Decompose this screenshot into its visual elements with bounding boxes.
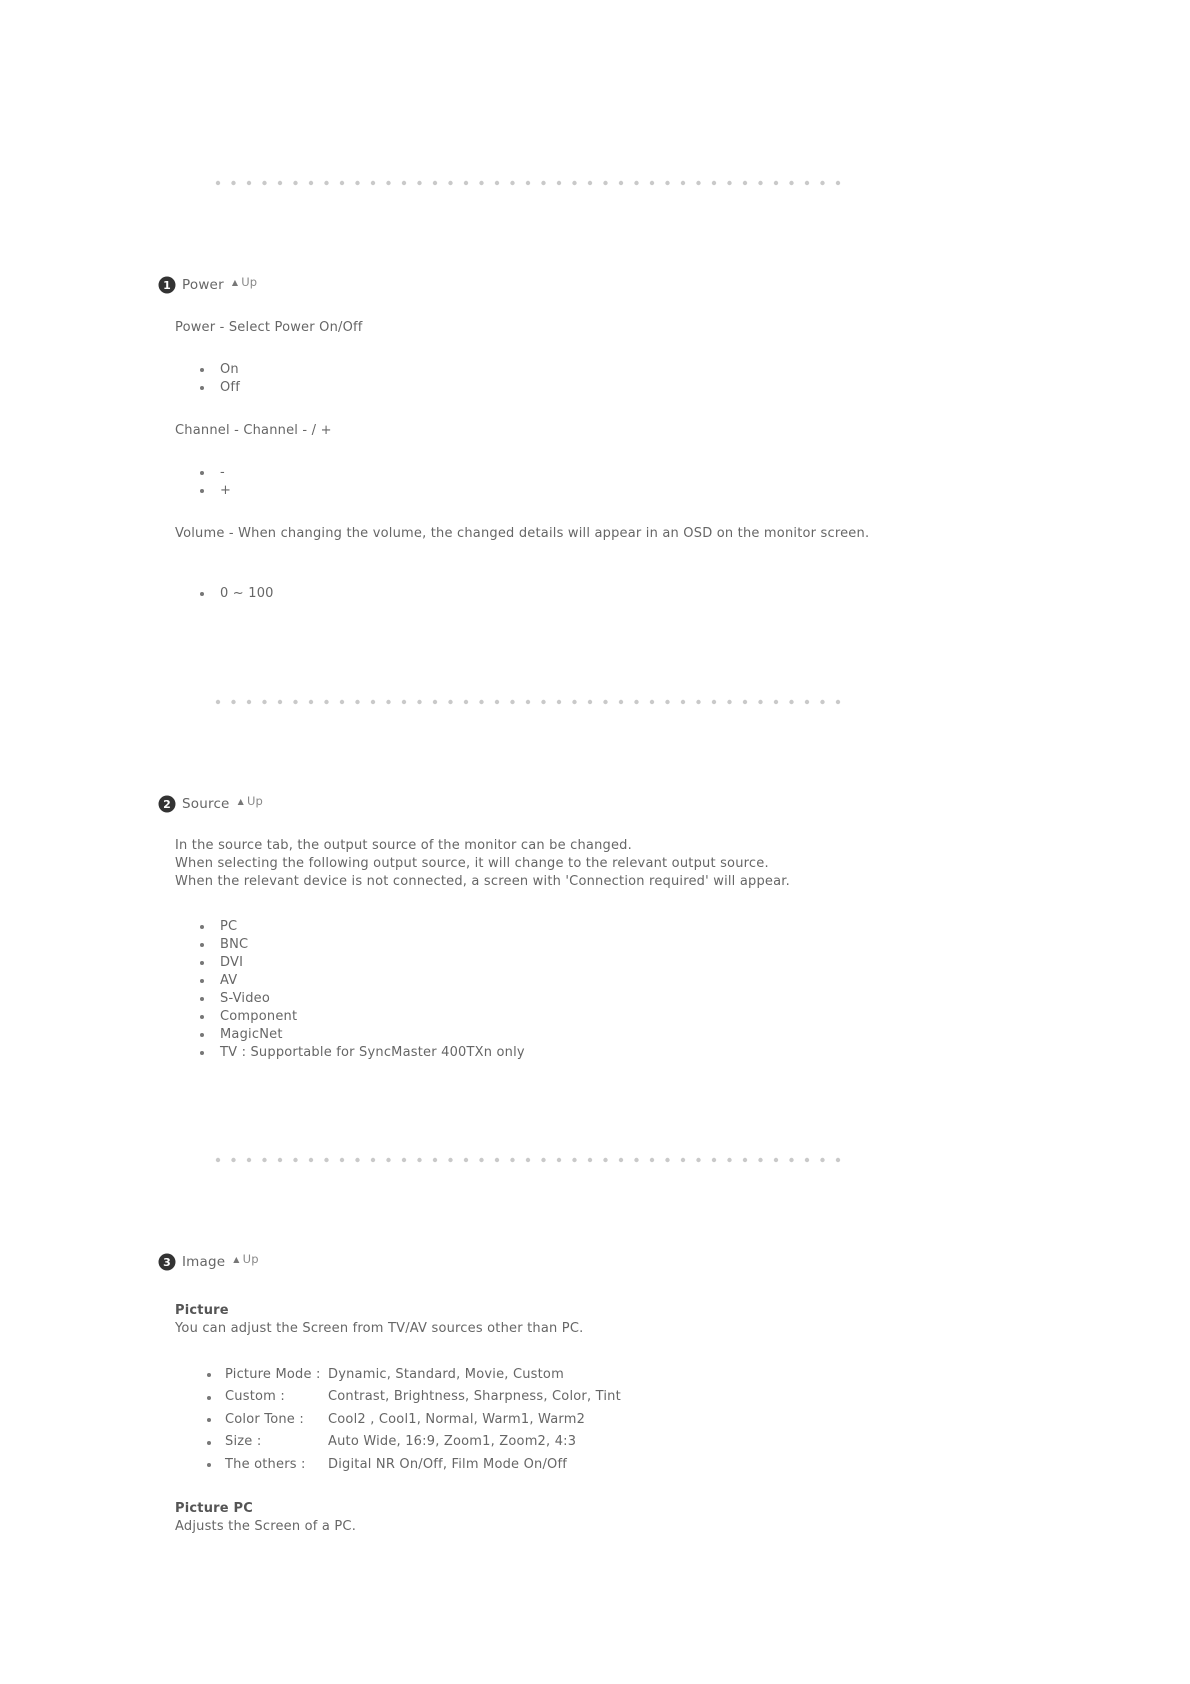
source-section-header [158, 794, 263, 814]
svg-text:2: 2 [163, 798, 171, 811]
source-description [175, 837, 875, 891]
item-value: Digital NR On/Off, Film Mode On/Off [328, 1456, 568, 1472]
item-value: Dynamic, Standard, Movie, Custom [328, 1366, 564, 1382]
list-item [225, 1408, 621, 1431]
volume-description: Volume - When changing the volume, the changed details will appear in an OSD on the monitor screen. [175, 526, 870, 541]
item-key: Color Tone : [225, 1411, 304, 1427]
list-item: S-Video [220, 990, 525, 1008]
list-item [225, 1431, 621, 1454]
list-item: BNC [220, 936, 525, 954]
number-one-icon [158, 276, 176, 294]
list-item: DVI [220, 954, 525, 972]
picture-pc-subtitle: Picture PC [175, 1501, 253, 1516]
dot-row-graphic [214, 1155, 844, 1165]
channel-description: Channel - Channel - / + [175, 423, 332, 438]
list-item [225, 1363, 621, 1386]
list-item: 0 ~ 100 [220, 585, 274, 603]
dot-divider [214, 697, 844, 707]
image-section-header [158, 1252, 259, 1272]
item-key: The others : [225, 1456, 306, 1472]
power-options-list [220, 361, 240, 397]
list-item: Off [220, 379, 240, 397]
svg-text:1: 1 [163, 279, 171, 292]
item-key: Size : [225, 1434, 262, 1450]
description-line: In the source tab, the output source of the monitor can be changed. [175, 838, 632, 853]
item-key: Picture Mode : [225, 1366, 321, 1382]
list-item: - [220, 464, 231, 482]
volume-options-list [220, 585, 274, 603]
up-arrow-icon: ▲ [233, 1254, 240, 1264]
section-title: Power [182, 277, 224, 293]
list-item [225, 1453, 621, 1476]
dot-row-graphic [214, 178, 844, 188]
number-three-icon [158, 1253, 176, 1271]
picture-subtitle: Picture [175, 1303, 229, 1318]
dot-row-graphic [214, 697, 844, 707]
power-section-header [158, 275, 257, 295]
list-item [225, 1386, 621, 1409]
picture-pc-description: Adjusts the Screen of a PC. [175, 1519, 357, 1534]
list-item: AV [220, 972, 525, 990]
item-value: Contrast, Brightness, Sharpness, Color, Tint [328, 1389, 621, 1405]
picture-description: You can adjust the Screen from TV/AV sources other than PC. [175, 1321, 584, 1336]
number-two-icon [158, 795, 176, 813]
list-item: On [220, 361, 240, 379]
list-item: Component [220, 1008, 525, 1026]
picture-settings-list [225, 1363, 621, 1476]
up-link[interactable]: ▲ Up [237, 794, 264, 808]
section-title: Source [182, 796, 230, 812]
dot-divider [214, 178, 844, 188]
list-item: + [220, 482, 231, 500]
item-key: Custom : [225, 1389, 285, 1405]
item-value: Cool2 , Cool1, Normal, Warm1, Warm2 [328, 1411, 586, 1427]
dot-divider [214, 1155, 844, 1165]
list-item: MagicNet [220, 1026, 525, 1044]
list-item: PC [220, 918, 525, 936]
description-line: When selecting the following output source, it will change to the relevant output source. [175, 856, 769, 871]
svg-text:3: 3 [163, 1256, 171, 1269]
up-arrow-icon: ▲ [237, 796, 244, 806]
up-link[interactable]: ▲ Up [231, 275, 258, 289]
channel-options-list [220, 464, 231, 500]
up-link[interactable]: ▲ Up [233, 1252, 259, 1266]
description-line: When the relevant device is not connected, a screen with 'Connection required' will appear. [175, 874, 790, 889]
item-value: Auto Wide, 16:9, Zoom1, Zoom2, 4:3 [328, 1434, 577, 1450]
up-arrow-icon: ▲ [231, 277, 239, 287]
section-title: Image [182, 1254, 226, 1270]
power-description: Power - Select Power On/Off [175, 320, 363, 335]
list-item: TV : Supportable for SyncMaster 400TXn only [220, 1044, 525, 1062]
source-options-list [220, 918, 525, 1062]
